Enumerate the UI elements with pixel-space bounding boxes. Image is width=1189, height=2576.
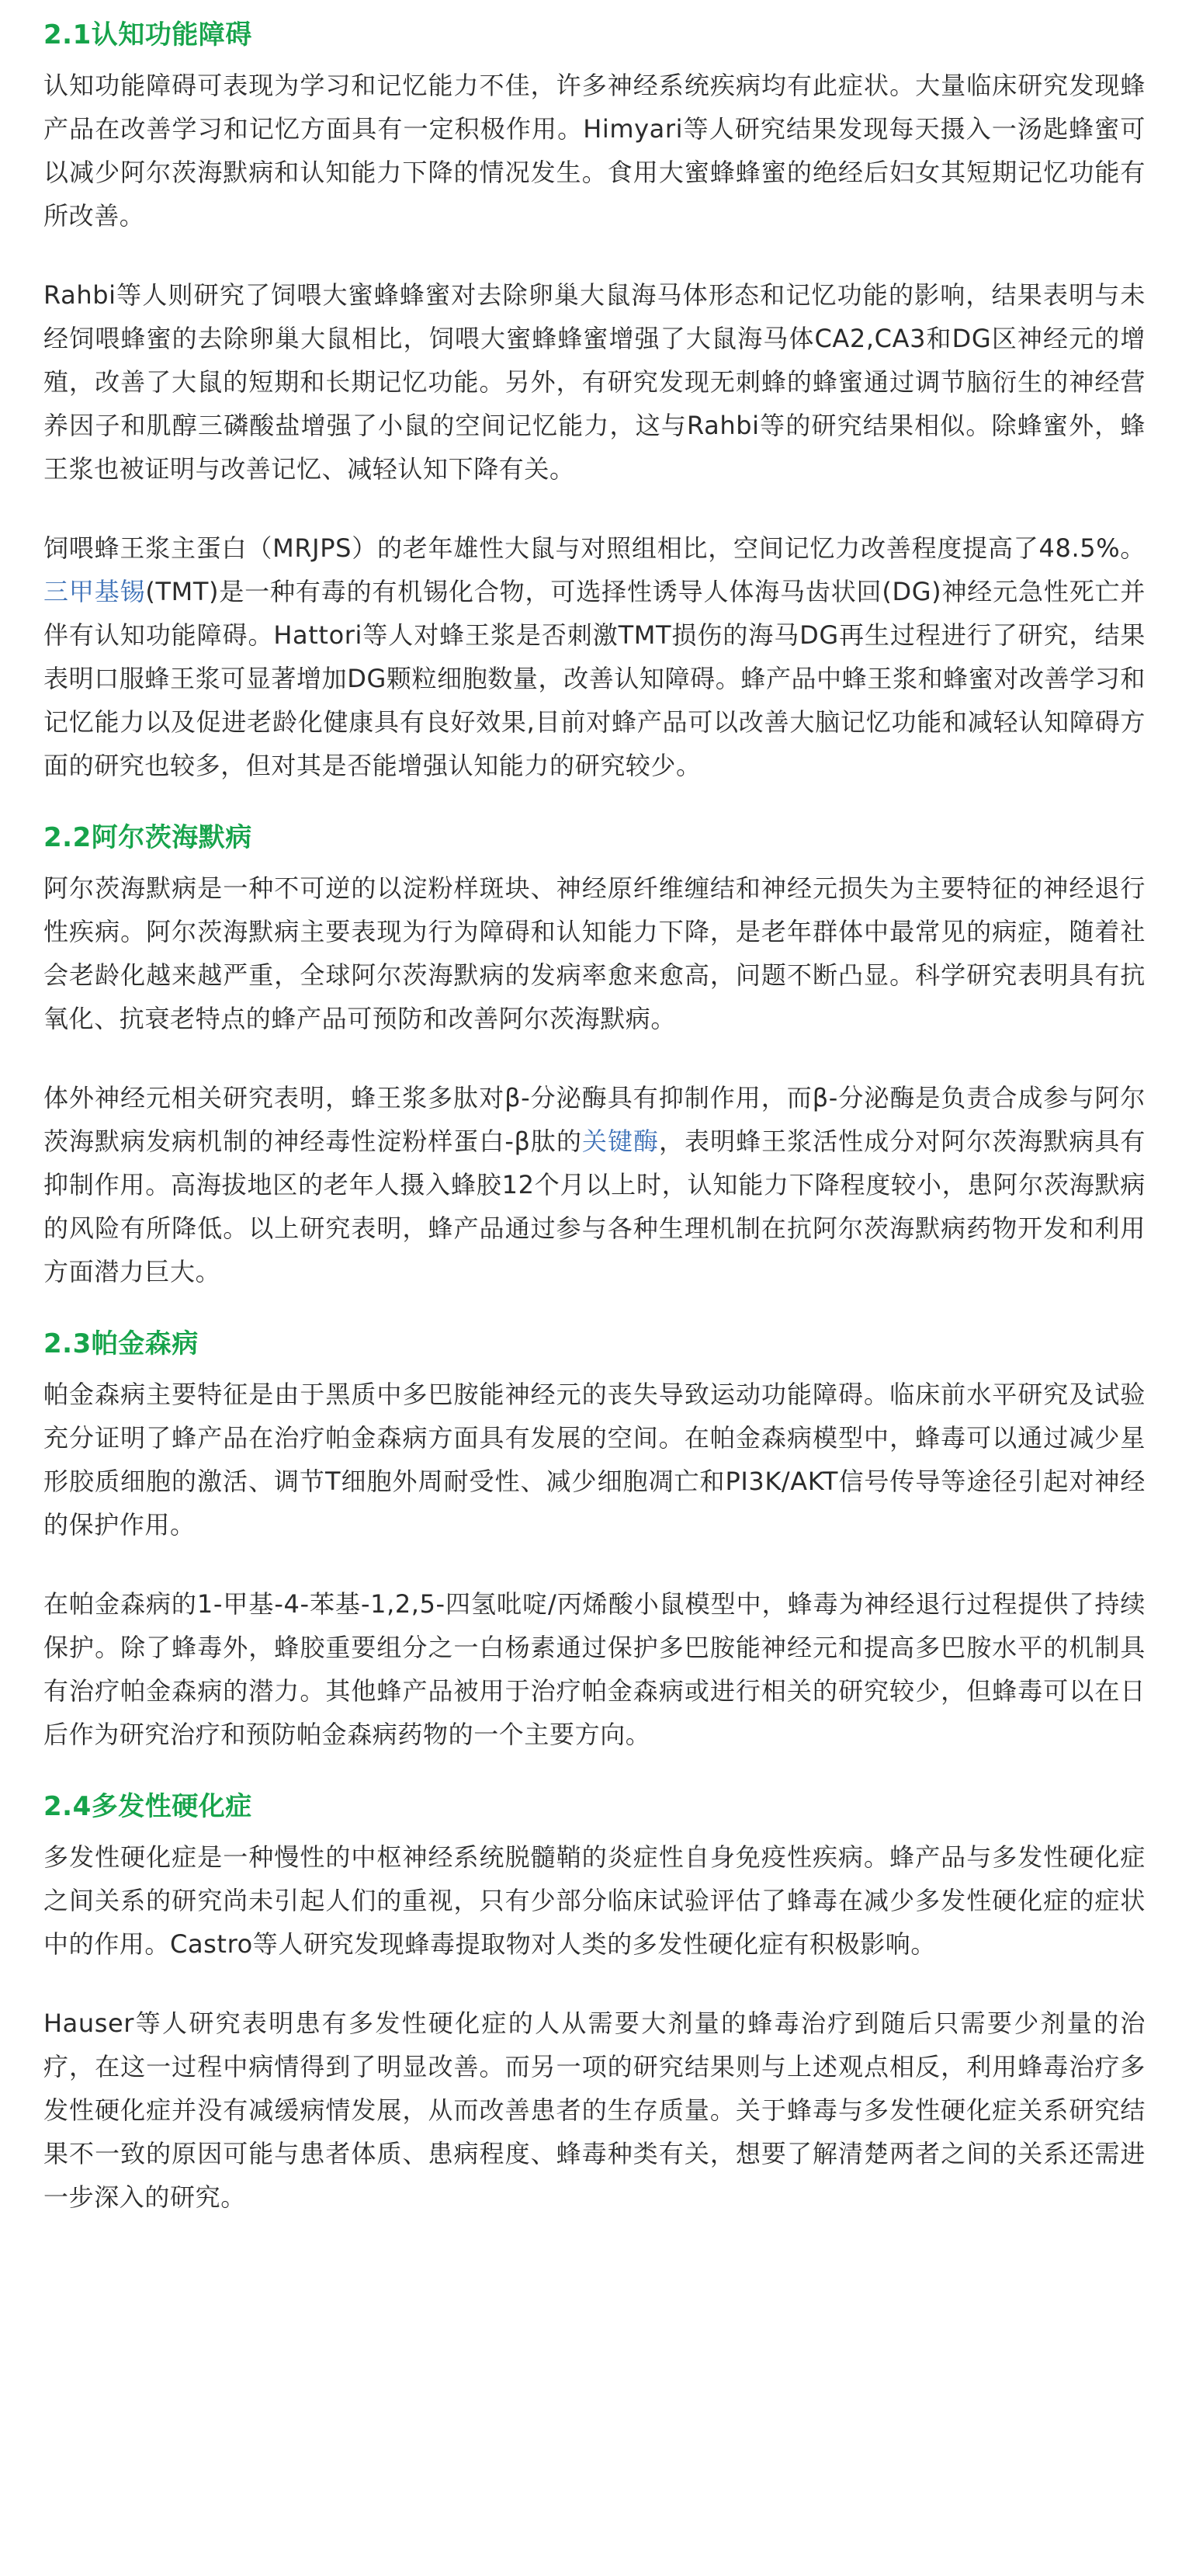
paragraph	[43, 866, 1146, 1040]
paragraph-text: Hauser等人研究表明患有多发性硬化症的人从需要大剂量的蜂毒治疗到随后只需要少剂量的治疗，在这一过程中病情得到了明显改善。而另一项的研究结果则与上述观点相反，利用蜂毒治疗多发性硬化症并没有减缓病情发展，从而改善患者的生存质量。关于蜂毒与多发性硬化症关系研究结果不一致的原因可能与患者体质、患病程度、蜂毒种类有关，想要了解清楚两者之间的关系还需进一步深入的研究。	[43, 2008, 1146, 2212]
paragraph-text: 体外神经元相关研究表明，蜂王浆多肽对β-分泌酶具有抑制作用，而β-分泌酶是负责合成参与阿尔茨海默病发病机制的神经毒性淀粉样蛋白-β肽的	[43, 1083, 1146, 1156]
paragraph-text: 多发性硬化症是一种慢性的中枢神经系统脱髓鞘的炎症性自身免疫性疾病。蜂产品与多发性硬化症之间关系的研究尚未引起人们的重视，只有少部分临床试验评估了蜂毒在减少多发性硬化症的症状中的作用。Castro等人研究发现蜂毒提取物对人类的多发性硬化症有积极影响。	[43, 1842, 1146, 1959]
paragraph-text: 认知功能障碍可表现为学习和记忆能力不佳，许多神经系统疾病均有此症状。大量临床研究发现蜂产品在改善学习和记忆方面具有一定积极作用。Himyari等人研究结果发现每天摄入一汤匙蜂蜜可以减少阿尔茨海默病和认知能力下降的情况发生。食用大蜜蜂蜂蜜的绝经后妇女其短期记忆功能有所改善。	[43, 71, 1146, 231]
paragraph	[43, 1373, 1146, 1547]
section-title: 2.1认知功能障碍	[43, 19, 252, 50]
paragraph-text: ，表明蜂王浆活性成分对阿尔茨海默病具有抑制作用。高海拔地区的老年人摄入蜂胶12个月以上时，认知能力下降程度较小，患阿尔茨海默病的风险有所降低。以上研究表明，蜂产品通过参与各种生理机制在抗阿尔茨海默病药物开发和利用方面潜力巨大。	[43, 1127, 1146, 1286]
paragraph	[43, 273, 1146, 491]
paragraph-text: 阿尔茨海默病是一种不可逆的以淀粉样斑块、神经原纤维缠结和神经元损失为主要特征的神经退行性疾病。阿尔茨海默病主要表现为行为障碍和认知能力下降，是老年群体中最常见的病症，随着社会老龄化越来越严重，全球阿尔茨海默病的发病率愈来愈高，问题不断凸显。科学研究表明具有抗氧化、抗衰老特点的蜂产品可预防和改善阿尔茨海默病。	[43, 873, 1146, 1033]
trimethyltin-link[interactable]: 三甲基锡	[43, 577, 146, 606]
paragraph	[43, 526, 1146, 787]
paragraph-text: 饲喂蜂王浆主蛋白（MRJPS）的老年雄性大鼠与对照组相比，空间记忆力改善程度提高了48.5%。	[43, 533, 1146, 563]
paragraph-text: 在帕金森病的1-甲基-4-苯基-1,2,5-四氢吡啶/丙烯酸小鼠模型中，蜂毒为神经退行过程提供了持续保护。除了蜂毒外，蜂胶重要组分之一白杨素通过保护多巴胺能神经元和提高多巴胺水平的机制具有治疗帕金森病的潜力。其他蜂产品被用于治疗帕金森病或进行相关的研究较少，但蜂毒可以在日后作为研究治疗和预防帕金森病药物的一个主要方向。	[43, 1589, 1146, 1749]
section-title: 2.4多发性硬化症	[43, 1791, 252, 1822]
section-parkinsons	[43, 1326, 1146, 1756]
paragraph	[43, 1835, 1146, 1966]
paragraph	[43, 2001, 1146, 2219]
paragraph	[43, 1582, 1146, 1756]
section-title: 2.2阿尔茨海默病	[43, 822, 252, 853]
section-alzheimers	[43, 820, 1146, 1293]
section-multiple-sclerosis	[43, 1789, 1146, 2219]
paragraph-text: 帕金森病主要特征是由于黑质中多巴胺能神经元的丧失导致运动功能障碍。临床前水平研究及试验充分证明了蜂产品在治疗帕金森病方面具有发展的空间。在帕金森病模型中，蜂毒可以通过减少星形胶质细胞的激活、调节T细胞外周耐受性、减少细胞凋亡和PI3K/AKT信号传导等途径引起对神经的保护作用。	[43, 1380, 1146, 1540]
section-cognitive-impairment	[43, 17, 1146, 787]
paragraph	[43, 64, 1146, 238]
key-enzyme-link[interactable]: 关键酶	[581, 1127, 660, 1156]
paragraph	[43, 1076, 1146, 1293]
section-title: 2.3帕金森病	[43, 1328, 199, 1359]
paragraph-text: (TMT)是一种有毒的有机锡化合物，可选择性诱导人体海马齿状回(DG)神经元急性死亡并伴有认知功能障碍。Hattori等人对蜂王浆是否刺激TMT损伤的海马DG再生过程进行了研究，结果表明口服蜂王浆可显著增加DG颗粒细胞数量，改善认知障碍。蜂产品中蜂王浆和蜂蜜对改善学习和记忆能力以及促进老龄化健康具有良好效果,目前对蜂产品可以改善大脑记忆功能和减轻认知障碍方面的研究也较多，但对其是否能增强认知能力的研究较少。	[43, 577, 1146, 780]
paragraph-text: Rahbi等人则研究了饲喂大蜜蜂蜂蜜对去除卵巢大鼠海马体形态和记忆功能的影响，结果表明与未经饲喂蜂蜜的去除卵巢大鼠相比，饲喂大蜜蜂蜂蜜增强了大鼠海马体CA2,CA3和DG区神经元的增殖，改善了大鼠的短期和长期记忆功能。另外，有研究发现无刺蜂的蜂蜜通过调节脑衍生的神经营养因子和肌醇三磷酸盐增强了小鼠的空间记忆能力，这与Rahbi等的研究结果相似。除蜂蜜外，蜂王浆也被证明与改善记忆、减轻认知下降有关。	[43, 280, 1146, 484]
